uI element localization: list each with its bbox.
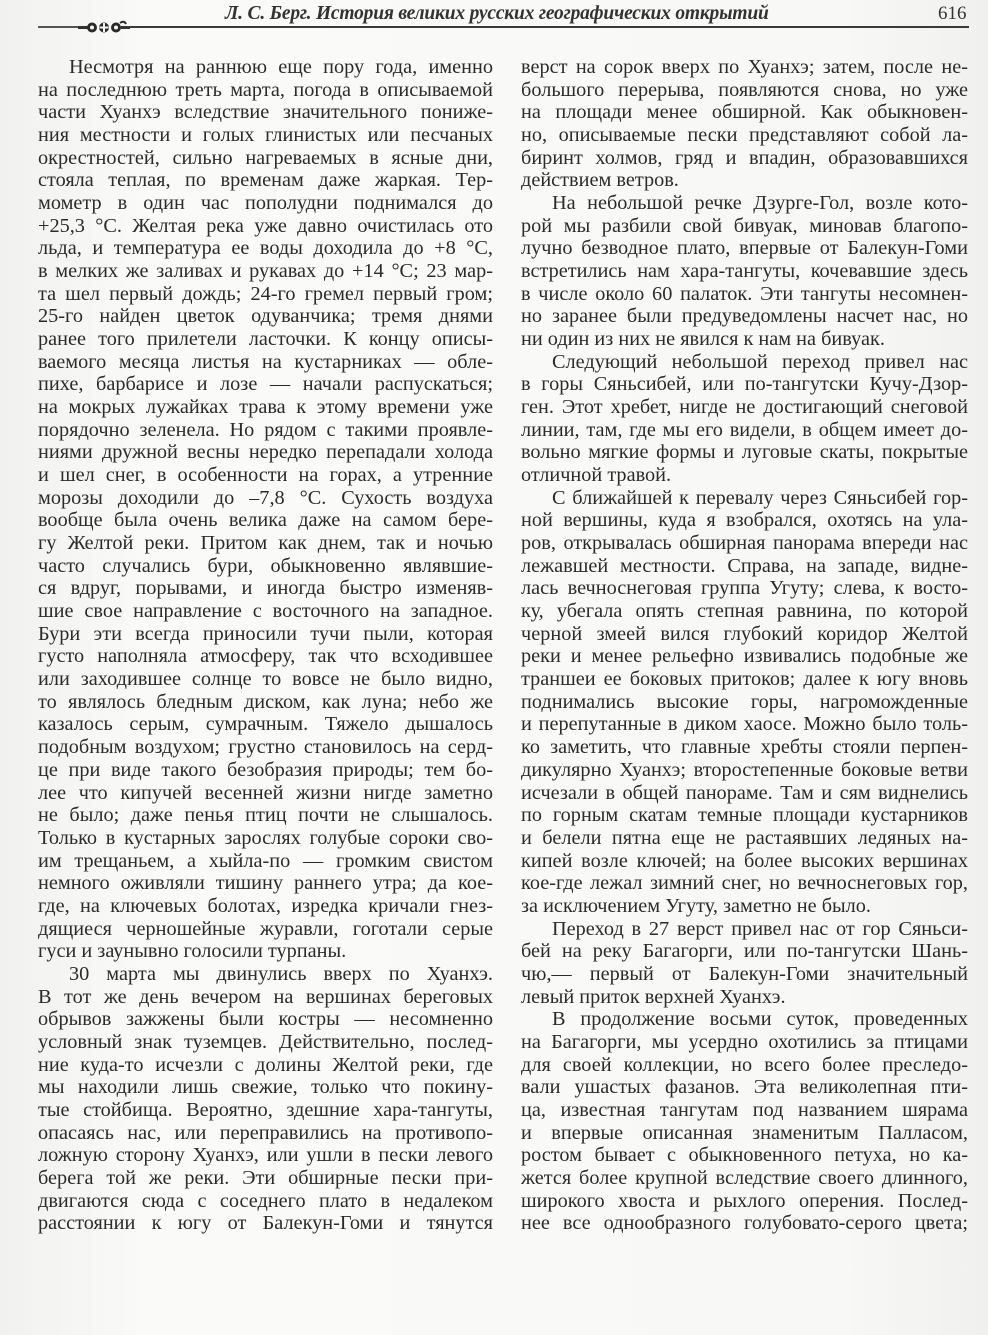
text-line: рой мы разбили свой бивуак, миновав благопо- [521,214,968,237]
running-title: Л. С. Берг. История великих русских географических открытий [225,3,769,24]
text-line: опасаясь нас, или переправились на противопо- [38,1121,493,1144]
text-line: нее все однообразного голубовато-серого цвета; [521,1212,968,1235]
text-line: по горным скатам темные площади кустарников [521,804,968,827]
text-line: черной змеей вился глубокий коридор Желтой [521,622,968,645]
text-line: Только в кустарных зарослях голубые сороки сво- [38,826,493,849]
running-header [0,0,988,40]
text-line: бей на реку Багагорги, или по-тангутски Шань- [521,940,968,963]
text-line: стояла теплая, по временам даже жаркая. Тер- [38,169,493,192]
text-line: линии, там, где мы его видели, в общем имеет до- [521,418,968,441]
text-line: вообще была очень велика даже на самом бере- [38,509,493,532]
text-line: шие свое направление с восточного на западное. [38,600,493,623]
text-line: дящиеся черношейные журавли, гоготали серые [38,917,493,940]
text-line: кипей возле ключей; на более высоких вершинах [521,849,968,872]
text-line: морозы доходили до –7,8 °С. Сухость воздуха [38,486,493,509]
text-line: С ближайшей к перевалу через Сяньсибей гор- [552,486,968,509]
text-line: берега той же реки. Эти обширные пески при- [38,1166,493,1189]
text-line: мометр в один час пополудни поднимался до [38,192,493,215]
text-line: встретились нам хара-тангуты, кочевавшие здесь [521,260,968,283]
text-line: на последнюю треть марта, погода в описываемой [38,78,493,101]
text-line: На небольшой речке Дзурге-Гол, возле кото- [552,192,968,215]
text-line: чю,— первый от Балекун-Гоми значительный [521,962,968,985]
text-line: и перепутанные в диком хаосе. Можно было толь- [521,713,968,736]
text-line: вали ушастых фазанов. Эта великолепная пти- [521,1076,968,1099]
text-line: в мелких же заливах и рукавах до +14 °С; 23 мар- [38,260,493,283]
text-line: биринт холмов, гряд и впадин, образовавшихся [521,146,968,169]
text-line: густо наполняла атмосферу, так что всходившее [38,645,493,668]
text-line: на Багагорги, мы усердно охотились за птицами [521,1030,968,1053]
text-line: ген. Этот хребет, нигде не достигающий снеговой [521,396,968,419]
text-line: кое-где лежал зимний снег, но вечноснеговых гор, [521,872,968,895]
text-line: реки и менее рельефно извивались подобные же [521,645,968,668]
text-line: ров, открывалась обширная панорама впереди нас [521,532,968,555]
text-line: Несмотря на раннюю еще пору года, именно [69,56,493,78]
left-column [38,56,493,1235]
text-line: ложную сторону Хуанхэ, или ушли в пески левого [38,1144,493,1167]
page-number: 616 [938,3,967,24]
text-line: на мокрых лужайках трава к этому времени уже [38,396,493,419]
text-line: ранее того прилетели ласточки. К концу описы- [38,328,493,351]
text-line: ца, известная тангутам под названием шярама [521,1098,968,1121]
text-line: им трещаньем, а хыйла-по — громким свистом [38,849,493,872]
text-line: или заходившее солнце то вовсе не было видно, [38,668,493,691]
text-line: лее что кипучей весенней жизни нигде заметно [38,781,493,804]
text-line: исчезали в общей панораме. Там и сям виднелись [521,781,968,804]
text-line: це при виде такого безобразия природы; тем бо- [38,758,493,781]
text-line: 30 марта мы двинулись вверх по Хуанхэ. [69,962,493,985]
header-rule [125,26,969,28]
text-line: ку, убегала опять степная равнина, по которой [521,600,968,623]
text-line: подобным воздухом; грустно становилось на серд- [38,736,493,759]
text-line: ся вдруг, порывами, и иногда быстро изменяв- [38,577,493,600]
decorative-flourish-icon [78,17,130,37]
text-line: для своей коллекции, но всего более преследо- [521,1053,968,1076]
text-line: ко заметить, что главные хребты стояли перпен- [521,736,968,759]
text-line: лучно безводное плато, впервые от Балекун-Гоми [521,237,968,260]
text-line: то являлось бледным диском, как луна; небо же [38,690,493,713]
text-line: условный знак туземцев. Действительно, послед- [38,1030,493,1053]
text-line: действием ветров. [521,169,679,192]
text-line: ниями дружной весны нередко перепадали холода [38,441,493,464]
text-line: и шел снег, в особенности на горах, а утренние [38,464,493,487]
text-line: Бури эти всегда приносили тучи пыли, которая [38,622,493,645]
text-line: В продолжение восьми суток, проведенных [552,1008,968,1031]
text-line: где, на ключевых болотах, изредка кричали гнез- [38,894,493,917]
text-line: казалось серым, сумрачным. Тяжело дышалось [38,713,493,736]
text-line: двигаются сюда с соседнего плато в недалеком [38,1189,493,1212]
text-line: широкого хвоста и рыхлого оперения. Послед- [521,1189,968,1212]
text-line: лежавшей местности. Справа, на западе, видне- [521,554,968,577]
text-line: ние куда-то исчезли с долины Желтой реки, где [38,1053,493,1076]
text-line: большого перерыва, появляются снова, но уже [521,78,968,101]
text-line: немного оживляли тишину раннего утра; да кое- [38,872,493,895]
text-line: порядочно зеленела. Но рядом с такими проявле- [38,418,493,441]
text-line: В тот же день вечером на вершинах береговых [38,985,493,1008]
text-line: верст на сорок вверх по Хуанхэ; затем, после не- [521,56,968,78]
text-line: ни один из них не явился к нам на бивуак. [521,328,885,351]
text-line: +25,3 °С. Желтая река уже давно очистилась ото [38,214,493,237]
text-line: части Хуанхэ вследствие значительного пониже- [38,101,493,124]
text-line: левый приток верхней Хуанхэ. [521,985,786,1008]
text-line: мы находили лишь свежие, только что покину- [38,1076,493,1099]
text-line: гуси и заунывно голосили турпаны. [38,940,347,963]
text-line: тые стойбища. Вероятно, здешние хара-тангуты, [38,1098,493,1121]
text-line: окрестностей, сильно нагреваемых в ясные дни, [38,146,493,169]
text-line: та шел первый дождь; 24-го гремел первый гром; [38,282,493,305]
text-line: ной вершины, куда я взобрался, охотясь на ула- [521,509,968,532]
text-line: Следующий небольшой переход привел нас [552,350,968,373]
text-line: Переход в 27 верст привел нас от гор Сяньси- [552,917,968,940]
text-line: ростом бывает с обыкновенного петуха, но ка- [521,1144,968,1167]
text-line: отличной травой. [521,464,672,487]
text-line: обрывов зажжены были костры — несомненно [38,1008,493,1031]
text-line: но заранее были предуведомлены насчет нас, но [521,305,968,328]
text-line: пихе, барбарисе и лозе — начали распускаться; [38,373,493,396]
text-line: гу Желтой реки. Притом как днем, так и ночью [38,532,493,555]
text-line: за исключением Угуту, заметно не было. [521,894,871,917]
text-line: на площади менее обширной. Как обыкновен- [521,101,968,124]
text-line: часто случались бури, обыкновенно являвшие- [38,554,493,577]
text-line: жется более крупной вследствие своего длинного, [521,1166,968,1189]
text-line: но, описываемые пески представляют собой ла- [521,124,968,147]
text-line: в горы Сяньсибей, или по-тангутски Кучу-Дзор- [521,373,968,396]
text-line: льда, и температура ее воды доходила до +8 °С, [38,237,493,260]
text-line: дикулярно Хуанхэ; второстепенные боковые ветви [521,758,968,781]
text-line: траншеи ее боковых притоков; далее к югу вновь [521,668,968,691]
right-column [521,56,968,1235]
text-line: поднимались высокие горы, нагроможденные [521,690,968,713]
text-line: не было; даже пенья птиц почти не слышалось. [38,804,493,827]
text-line: расстоянии к югу от Балекун-Гоми и тянутся [38,1212,493,1235]
text-line: вольно мягкие формы и луговые скаты, покрытые [521,441,968,464]
text-line: 25-го найден цветок одуванчика; тремя днями [38,305,493,328]
text-line: и впервые описанная знаменитым Палласом, [521,1121,968,1144]
text-line: и белели пятна еще не растаявших ледяных на- [521,826,968,849]
text-line: ния местности и голых глинистых или песчаных [38,124,493,147]
text-line: лась вечноснеговая группа Угуту; слева, к восто- [521,577,968,600]
text-line: в числе около 60 палаток. Эти тангуты несомнен- [521,282,968,305]
text-line: ваемого месяца листья на кустарниках — обле- [38,350,493,373]
